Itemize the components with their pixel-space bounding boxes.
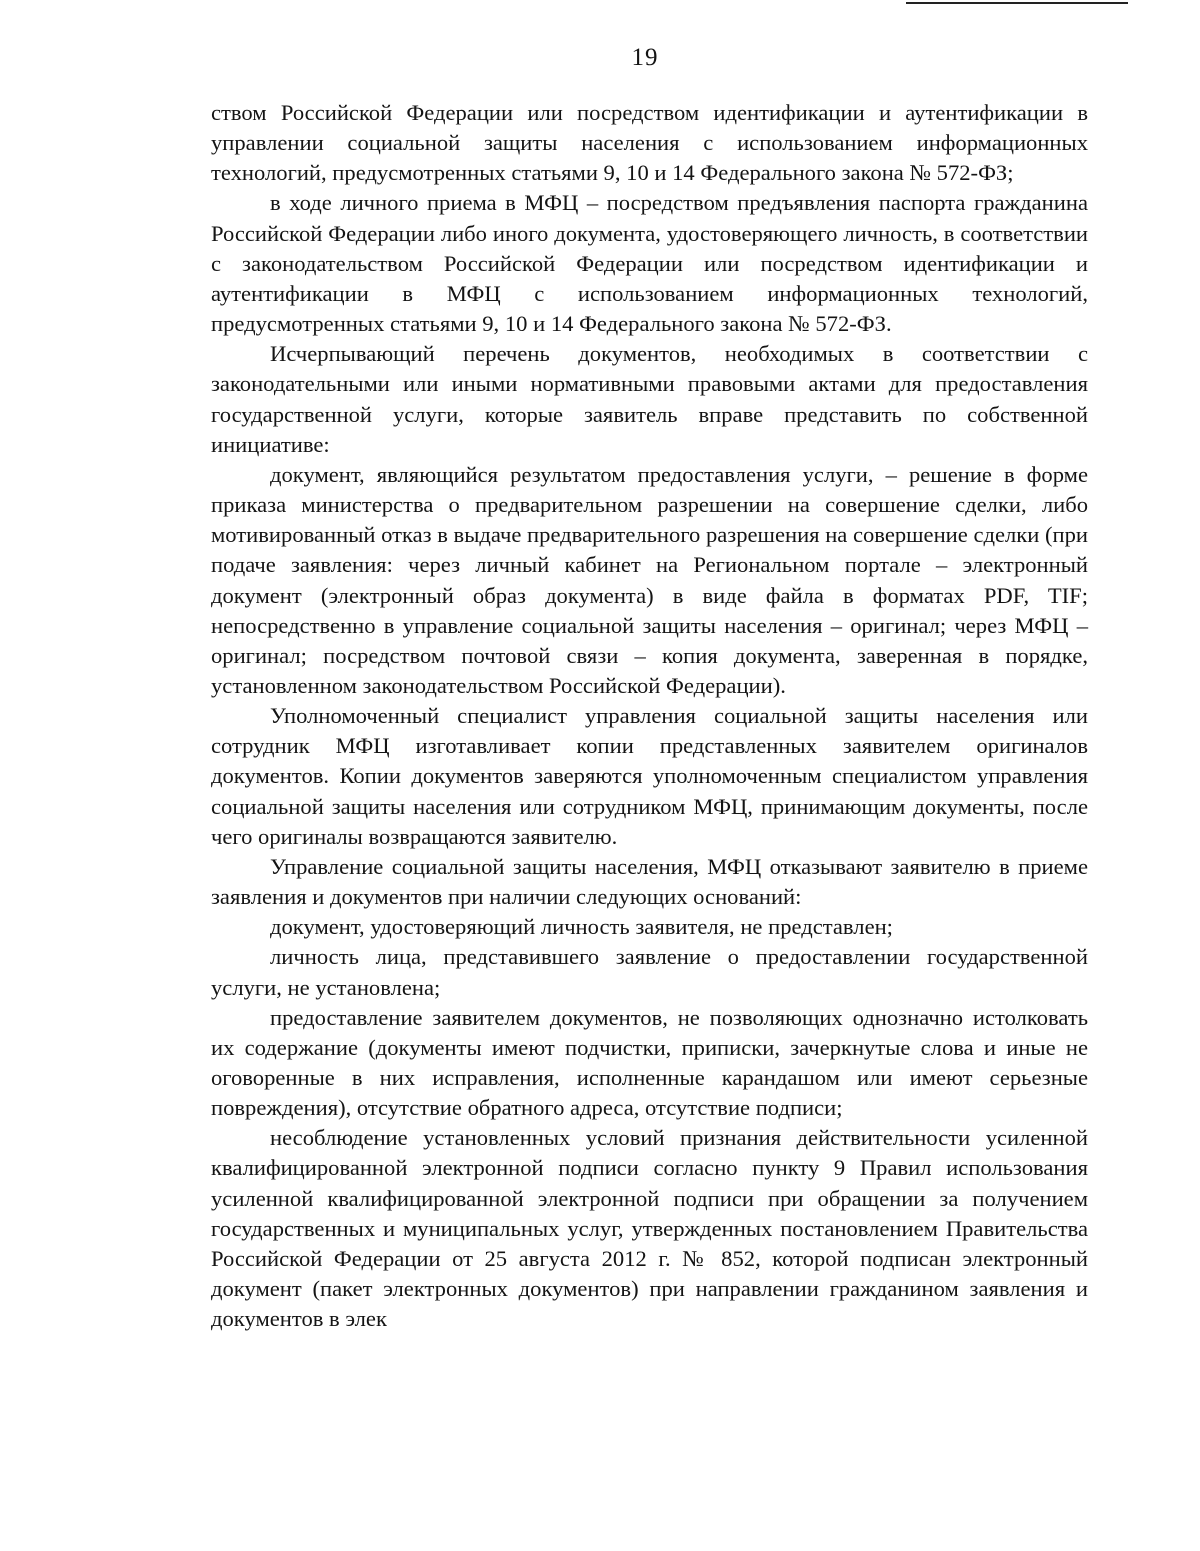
paragraph-7: документ, удостоверяющий личность заявителя, не представлен;: [270, 914, 893, 940]
paragraph-2: в ходе личного приема в МФЦ – посредством предъявления паспорта гражданина Российской Федерации либо иного документа, удостоверяющего личность, в соответствии с законодательством Российской Федерации или посредством идентификации и аутентификации в МФЦ с использованием информационных технологий, предусмотренных статьями 9, 10 и 14 Федерального закона № 572-ФЗ.: [211, 190, 1088, 337]
paragraph-1: ством Российской Федерации или посредством идентификации и аутентификации в управлении социальной защиты населения с использованием информационных технологий, предусмотренных статьями 9, 10 и 14 Федерального закона № 572-ФЗ;: [211, 100, 1088, 186]
paragraph-3: Исчерпывающий перечень документов, необходимых в соответствии с законодательными или иными нормативными правовыми актами для предоставления государственной услуги, которые заявитель вправе представить по собственной инициативе:: [211, 341, 1088, 457]
document-body: [211, 98, 1088, 1334]
paragraph-10: несоблюдение установленных условий признания действительности усиленной квалифицированной электронной подписи согласно пункту 9 Правил использования усиленной квалифицированной электронной подписи при обращении за получением государственных и муниципальных услуг, утвержденных постановлением Правительства Российской Федерации от 25 августа 2012 г. № 852, которой подписан электронный документ (пакет электронных документов) при направлении гражданином заявления и документов в элек: [211, 1125, 1088, 1332]
paragraph-5: Уполномоченный специалист управления социальной защиты населения или сотрудник МФЦ изготавливает копии представленных заявителем оригиналов документов. Копии документов заверяются уполномоченным специалистом управления социальной защиты населения или сотрудником МФЦ, принимающим документы, после чего оригиналы возвращаются заявителю.: [211, 703, 1088, 849]
paragraph-4: документ, являющийся результатом предоставления услуги, – решение в форме приказа министерства о предварительном разрешении на совершение сделки, либо мотивированный отказ в выдаче предварительного разрешения на совершение сделки (при подаче заявления: через личный кабинет на Региональном портале – электронный документ (электронный образ документа) в виде файла в форматах PDF, TIF; непосредственно в управление социальной защиты населения – оригинал; через МФЦ – оригинал; посредством почтовой связи – копия документа, заверенная в порядке, установленном законодательством Российской Федерации).: [211, 461, 1088, 698]
paragraph-9: предоставление заявителем документов, не позволяющих однозначно истолковать их содержание (документы имеют подчистки, приписки, зачеркнутые слова и иные не оговоренные в них исправления, исполненные карандашом или имеют серьезные повреждения), отсутствие обратного адреса, отсутствие подписи;: [211, 1004, 1088, 1121]
page-number: 19: [631, 44, 659, 71]
paragraph-6: Управление социальной защиты населения, МФЦ отказывают заявителю в приеме заявления и документов при наличии следующих оснований:: [211, 853, 1088, 910]
paragraph-8: личность лица, представившего заявление о предоставлении государственной услуги, не установлена;: [211, 944, 1088, 1000]
top-rule: [906, 2, 1128, 4]
